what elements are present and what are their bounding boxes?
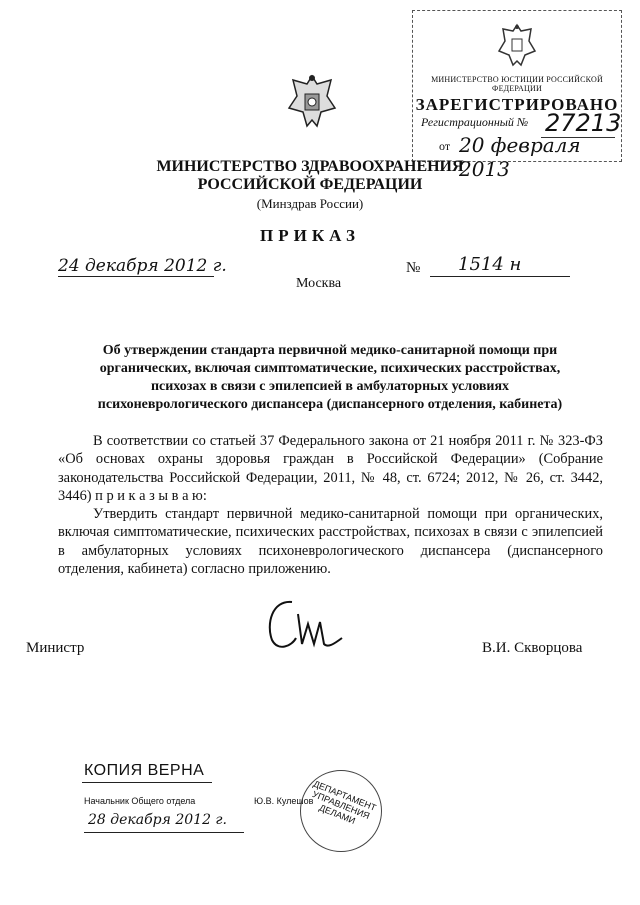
department-stamp-text: ДЕПАРТАМЕНТ УПРАВЛЕНИЯ ДЕЛАМИ	[310, 778, 378, 827]
title-line: органических, включая симптоматические, психических расстройствах,	[99, 361, 561, 376]
title-line: психоневрологического диспансера (диспансерного отделения, кабинета)	[97, 397, 563, 412]
stamp-date: 20 февраля 2013	[459, 133, 581, 181]
copy-date: 28 декабря 2012 г.	[88, 812, 227, 828]
body-paragraph-decision: Утвердить стандарт первичной медико-санитарной помощи при органических, включая симптоматические, психических расстройствах, психозах в связи с эпилепсией в амбулаторных условиях психоневрологического диспансера (диспансерного отделения, кабинета) согласно приложению.	[58, 506, 603, 578]
stamp-reg-number: 27213	[545, 109, 622, 137]
copy-name: Ю.В. Кулешов	[254, 796, 314, 806]
ministry-short-name: (Минздрав России)	[256, 196, 364, 211]
stamp-status: ЗАРЕГИСТРИРОВАНО	[415, 95, 619, 114]
order-date: 24 декабря 2012 г.	[58, 256, 227, 276]
coat-of-arms-icon	[287, 72, 337, 130]
stamp-reg-label: Регистрационный №	[421, 115, 529, 129]
order-title	[60, 342, 600, 414]
order-number-label: №	[406, 260, 421, 276]
registration-stamp	[412, 10, 622, 181]
order-number: 1514 н	[458, 254, 522, 275]
title-line: психозах в связи с эпилепсией в амбулаторных условиях	[150, 379, 510, 394]
copy-role: Начальник Общего отдела	[84, 796, 196, 806]
order-body	[58, 432, 603, 578]
document-type: ПРИКАЗ	[260, 226, 360, 245]
stamp-organization: МИНИСТЕРСТВО ЮСТИЦИИ РОССИЙСКОЙ ФЕДЕРАЦИИ	[431, 75, 603, 93]
body-paragraph-basis: В соответствии со статьей 37 Федерального закона от 21 ноября 2011 г. № 323-ФЗ «Об основах охраны здоровья граждан в Российской Федерации» (Собрание законодательства Российской Федерации, 2011, № 48, ст. 6724; 2012, № 26, ст. 3442, 3446) п р и к а з ы в а ю:	[58, 433, 603, 504]
title-line: Об утверждении стандарта первичной медико-санитарной помощи при	[102, 343, 558, 358]
ministry-name-line2: РОССИЙСКОЙ ФЕДЕРАЦИИ	[197, 176, 423, 193]
order-city: Москва	[296, 276, 342, 291]
copy-title: КОПИЯ ВЕРНА	[84, 762, 205, 779]
signature-icon	[262, 594, 352, 656]
coat-of-arms-icon	[497, 21, 537, 69]
ministry-name-line1: МИНИСТЕРСТВО ЗДРАВООХРАНЕНИЯ	[156, 158, 464, 175]
signer-name: В.И. Скворцова	[482, 640, 583, 656]
signer-role: Министр	[26, 640, 85, 656]
stamp-date-prefix: от	[439, 139, 451, 153]
